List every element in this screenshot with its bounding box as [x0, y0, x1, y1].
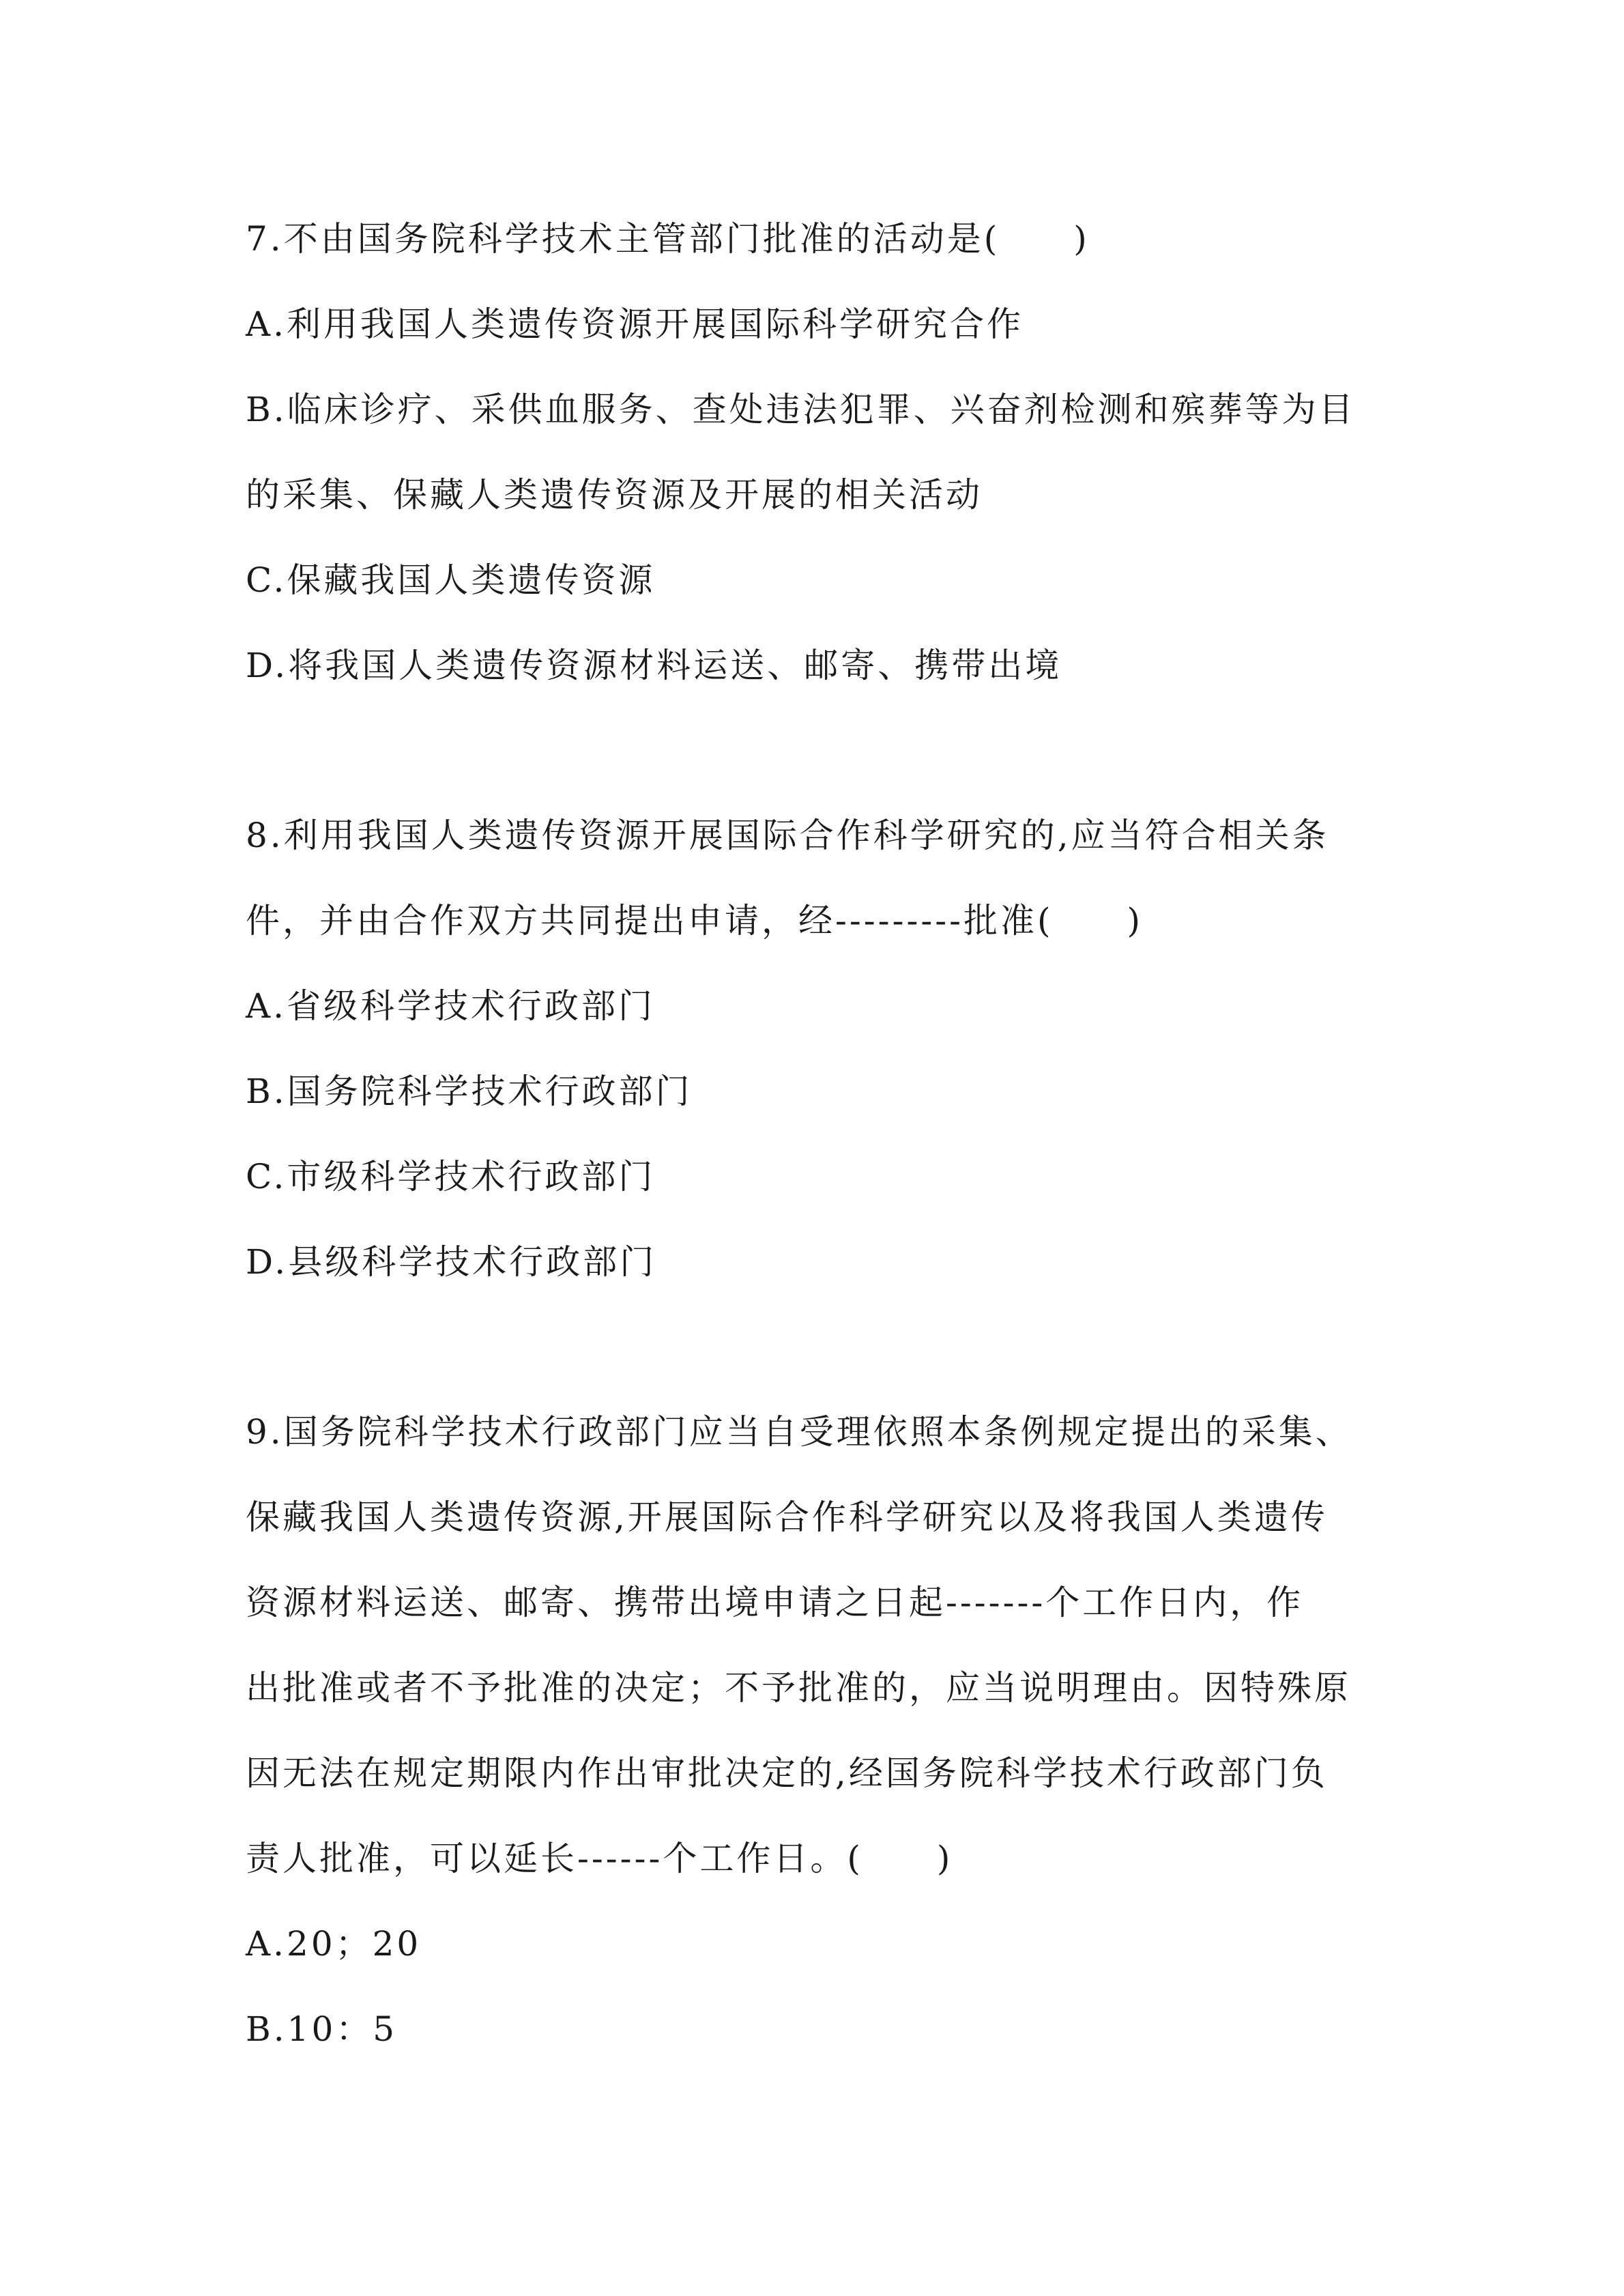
question-9-stem-line-2: 保藏我国人类遗传资源,开展国际合作科学研究以及将我国人类遗传	[246, 1497, 1328, 1537]
question-7-stem: 7.不由国务院科学技术主管部门批准的活动是( )	[246, 219, 1090, 259]
question-9-stem-line-3: 资源材料运送、邮寄、携带出境申请之日起-------个工作日内，作	[246, 1583, 1304, 1622]
question-7-option-b: B.临床诊疗、采供血服务、查处违法犯罪、兴奋剂检测和殡葬等为目	[246, 390, 1356, 429]
question-9-stem-line-4: 出批准或者不予批准的决定；不予批准的，应当说明理由。因特殊原	[246, 1668, 1351, 1708]
question-8-option-b: B.国务院科学技术行政部门	[246, 1072, 693, 1111]
question-8-stem-continued: 件，并由合作双方共同提出申请，经---------批准( )	[246, 901, 1144, 941]
question-7-option-c: C.保藏我国人类遗传资源	[246, 560, 656, 600]
question-7	[246, 197, 1378, 708]
question-8-option-c: C.市级科学技术行政部门	[246, 1157, 656, 1196]
question-8-stem: 8.利用我国人类遗传资源开展国际合作科学研究的,应当符合相关条	[246, 816, 1329, 855]
question-7-option-b-continued: 的采集、保藏人类遗传资源及开展的相关活动	[246, 475, 983, 515]
question-9-option-a: A.20；20	[246, 1924, 422, 1964]
question-9-option-b: B.10：5	[246, 2009, 398, 2049]
question-9-stem-line-6: 责人批准，可以延长------个工作日。( )	[246, 1839, 953, 1878]
question-8-option-a: A.省级科学技术行政部门	[246, 986, 656, 1026]
question-9	[246, 1390, 1378, 2072]
question-9-stem-line-5: 因无法在规定期限内作出审批决定的,经国务院科学技术行政部门负	[246, 1753, 1328, 1793]
question-7-option-d: D.将我国人类遗传资源材料运送、邮寄、携带出境	[246, 646, 1062, 685]
question-8-option-d: D.县级科学技术行政部门	[246, 1242, 657, 1282]
question-8	[246, 793, 1378, 1305]
question-7-option-a: A.利用我国人类遗传资源开展国际科学研究合作	[246, 304, 1024, 344]
question-9-stem: 9.国务院科学技术行政部门应当自受理依照本条例规定提出的采集、	[246, 1412, 1352, 1452]
